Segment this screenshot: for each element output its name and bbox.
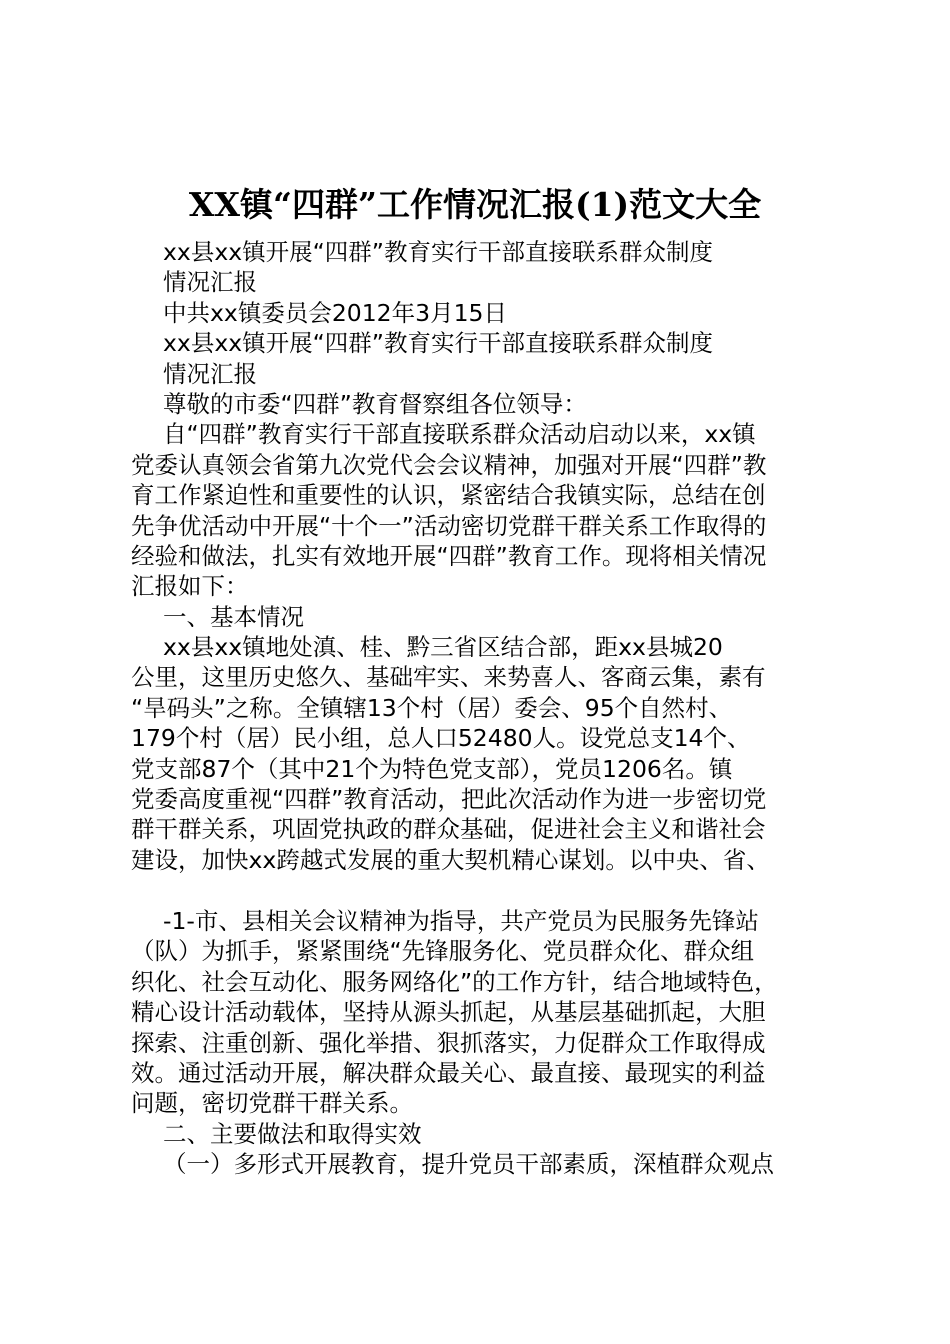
paragraph-line: 179个村（居）民小组，总人口52480人。设党总支14个、 [131, 724, 751, 753]
subtitle-line: xx县xx镇开展“四群”教育实行干部直接联系群众制度 [163, 329, 713, 358]
document-title: XX镇“四群”工作情况汇报(1)范文大全 [188, 185, 762, 224]
paragraph-line: 党委高度重视“四群”教育活动，把此次活动作为进一步密切党 [131, 785, 767, 814]
paragraph-line: 建设，加快xx跨越式发展的重大契机精心谋划。以中央、省、 [131, 845, 770, 874]
subtitle-line: 情况汇报 [163, 359, 257, 388]
document-body-bottom [131, 906, 831, 1180]
salutation-line: 尊敬的市委“四群”教育督察组各位领导： [163, 389, 587, 418]
subsection-heading: （一）多形式开展教育，提升党员干部素质，深植群众观点 [163, 1150, 774, 1179]
paragraph-line: 群干群关系，巩固党执政的群众基础，促进社会主义和谐社会 [131, 815, 766, 844]
subtitle-line: 情况汇报 [163, 268, 257, 297]
paragraph-line: 自“四群”教育实行干部直接联系群众活动启动以来，xx镇 [163, 420, 756, 449]
paragraph-line: 党支部87个（其中21个为特色党支部），党员1206名。镇 [131, 754, 733, 783]
paragraph-line: 育工作紧迫性和重要性的认识，紧密结合我镇实际，总结在创 [131, 481, 766, 510]
document-body-top [131, 237, 831, 875]
paragraph-line: 织化、社会互动化、服务网络化”的工作方针，结合地域特色， [131, 967, 778, 996]
section-heading: 二、主要做法和取得实效 [163, 1119, 422, 1148]
section-heading: 一、基本情况 [163, 602, 304, 631]
paragraph-line: （队）为抓手，紧紧围绕“先锋服务化、党员群众化、群众组 [131, 937, 755, 966]
paragraph-line: 精心设计活动载体，坚持从源头抓起，从基层基础抓起，大胆 [131, 998, 766, 1027]
paragraph-line: 经验和做法，扎实有效地开展“四群”教育工作。现将相关情况 [131, 541, 767, 570]
subtitle-line: xx县xx镇开展“四群”教育实行干部直接联系群众制度 [163, 238, 713, 266]
paragraph-line: 效。通过活动开展，解决群众最关心、最直接、最现实的利益 [131, 1058, 766, 1087]
paragraph-line: 探索、注重创新、强化举措、狠抓落实，力促群众工作取得成 [131, 1028, 766, 1057]
paragraph-line: 先争优活动中开展“十个一”活动密切党群干群关系工作取得的 [131, 511, 767, 540]
paragraph-text: 市、县相关会议精神为指导，共产党员为民服务先锋站 [194, 907, 759, 935]
paragraph-line: “旱码头”之称。全镇辖13个村（居）委会、95个自然村、 [131, 693, 733, 722]
page-marker: -1- [163, 907, 195, 935]
paragraph-line-with-page-marker [131, 906, 831, 936]
issuer-date-line: 中共xx镇委员会2012年3月15日 [163, 298, 507, 327]
paragraph-line: 汇报如下： [131, 572, 249, 601]
paragraph-line: 党委认真领会省第九次党代会会议精神，加强对开展“四群”教 [131, 450, 767, 479]
paragraph-line: xx县xx镇地处滇、桂、黔三省区结合部，距xx县城20 [163, 633, 723, 662]
paragraph-line: 公里，这里历史悠久、基础牢实、来势喜人、客商云集，素有 [131, 663, 766, 692]
paragraph-line: 问题，密切党群干群关系。 [131, 1089, 413, 1118]
